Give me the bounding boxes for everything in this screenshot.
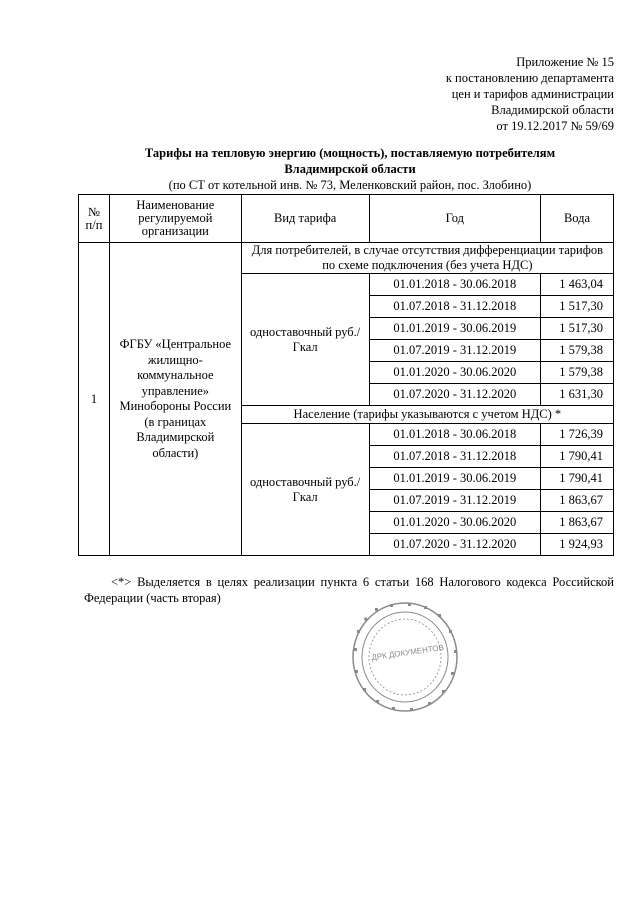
- title-line-1: Тарифы на тепловую энергию (мощность), поставляемую потребителям: [144, 146, 556, 160]
- organization-name: ФГБУ «Центральное жилищно-коммунальное управление» Минобороны России (в границах Владимирской области): [109, 243, 241, 556]
- annex-line: от 19.12.2017 № 59/69: [496, 119, 614, 133]
- period-cell: 01.01.2019 - 30.06.2019: [369, 318, 541, 340]
- water-price: 1 517,30: [541, 296, 614, 318]
- document-title: [60, 145, 640, 177]
- tariff-type: одноставочный руб./Гкал: [241, 424, 369, 556]
- water-price: 1 579,38: [541, 340, 614, 362]
- seal-text: ДРК ДОКУМЕНТОВ: [370, 642, 445, 663]
- official-seal-icon: [350, 600, 460, 715]
- water-price: 1 726,39: [541, 424, 614, 446]
- group-band: Население (тарифы указываются с учетом НДС) *: [241, 406, 613, 424]
- water-price: 1 790,41: [541, 468, 614, 490]
- group-band: Для потребителей, в случае отсутствия дифференциации тарифов по схеме подключения (без учета НДС): [241, 243, 613, 274]
- tariff-type: одноставочный руб./Гкал: [241, 274, 369, 406]
- annex-line: Владимирской области: [491, 103, 614, 117]
- water-price: 1 579,38: [541, 362, 614, 384]
- water-price: 1 790,41: [541, 446, 614, 468]
- annex-line: Приложение № 15: [516, 55, 614, 69]
- period-cell: 01.01.2019 - 30.06.2019: [369, 468, 541, 490]
- period-cell: 01.07.2019 - 31.12.2019: [369, 490, 541, 512]
- header-num: № п/п: [79, 195, 110, 243]
- header-tariff-type: Вид тарифа: [241, 195, 369, 243]
- water-price: 1 517,30: [541, 318, 614, 340]
- header-year: Год: [369, 195, 541, 243]
- header-org: Наименование регулируемой организации: [109, 195, 241, 243]
- water-price: 1 863,67: [541, 512, 614, 534]
- water-price: 1 924,93: [541, 534, 614, 556]
- header-water: Вода: [541, 195, 614, 243]
- period-cell: 01.07.2020 - 31.12.2020: [369, 534, 541, 556]
- table-row: [79, 243, 614, 274]
- water-price: 1 463,04: [541, 274, 614, 296]
- period-cell: 01.01.2018 - 30.06.2018: [369, 274, 541, 296]
- annex-block: [374, 54, 614, 134]
- water-price: 1 863,67: [541, 490, 614, 512]
- row-number: 1: [79, 243, 110, 556]
- period-cell: 01.07.2019 - 31.12.2019: [369, 340, 541, 362]
- document-subtitle: (по СТ от котельной инв. № 73, Меленковский район, пос. Злобино): [168, 178, 532, 192]
- period-cell: 01.07.2020 - 31.12.2020: [369, 384, 541, 406]
- water-price: 1 631,30: [541, 384, 614, 406]
- period-cell: 01.01.2020 - 30.06.2020: [369, 512, 541, 534]
- footnote: <*> Выделяется в целях реализации пункта 6 статьи 168 Налогового кодекса Российской Федерации (часть вторая): [84, 575, 614, 605]
- tariff-table: [78, 194, 614, 556]
- period-cell: 01.01.2018 - 30.06.2018: [369, 424, 541, 446]
- period-cell: 01.07.2018 - 31.12.2018: [369, 446, 541, 468]
- annex-line: цен и тарифов администрации: [451, 87, 614, 101]
- table-header-row: [79, 195, 614, 243]
- period-cell: 01.01.2020 - 30.06.2020: [369, 362, 541, 384]
- annex-line: к постановлению департамента: [445, 71, 614, 85]
- title-line-2: Владимирской области: [284, 162, 416, 176]
- period-cell: 01.07.2018 - 31.12.2018: [369, 296, 541, 318]
